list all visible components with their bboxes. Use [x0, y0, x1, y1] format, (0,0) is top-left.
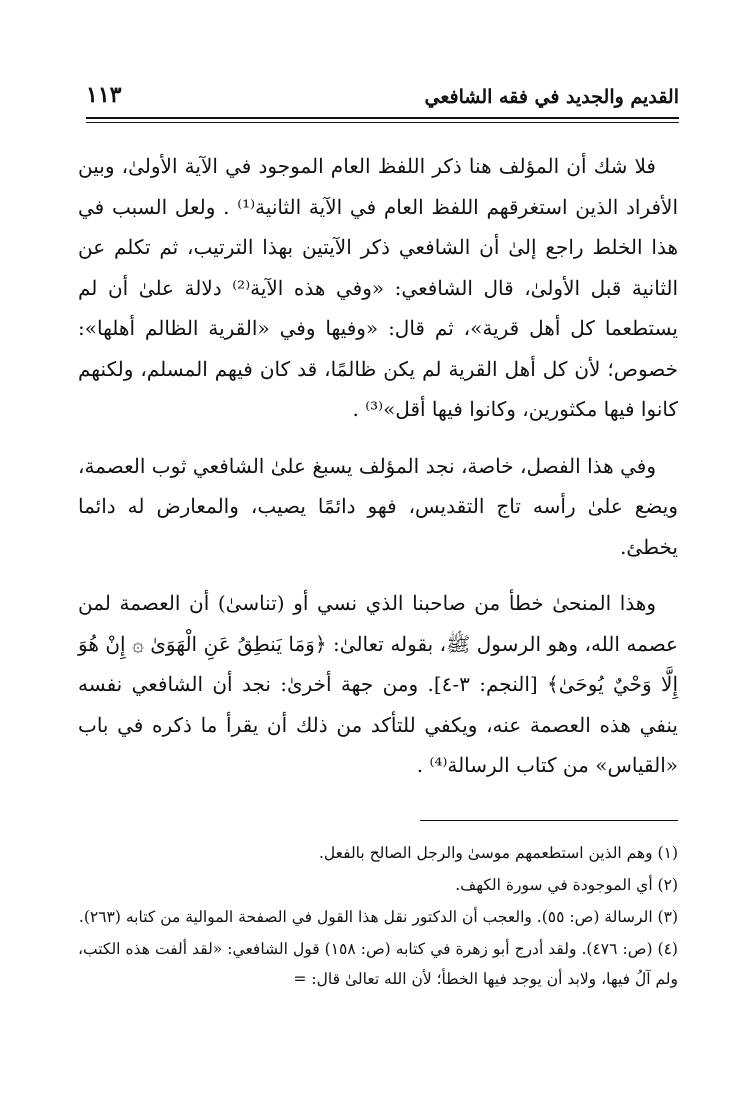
- page-number: ١١٣: [86, 82, 122, 108]
- page-header: [86, 80, 679, 110]
- footnote: (٣) الرسالة (ص: ٥٥). والعجب أن الدكتور نقل هذا القول في الصفحة الموالية من كتابه (٢٦٣).: [78, 908, 678, 926]
- footnote: (٢) أي الموجودة في سورة الكهف.: [455, 876, 678, 894]
- footnote: (١) وهم الذين استطعمهم موسىٰ والرجل الصالح بالفعل.: [318, 844, 678, 862]
- paragraph: وفي هذا الفصل، خاصة، نجد المؤلف يسبغ علىٰ الشافعي ثوب العصمة، ويضع علىٰ رأسه تاج التقديس، فهو دائمًا يصيب، والمعارض له دائما يخطئ.: [78, 453, 678, 559]
- footnotes: [78, 838, 678, 996]
- footnote-separator: [420, 820, 678, 821]
- footnote: (٤) (ص: ٤٧٦). ولقد أدرج أبو زهرة في كتابه (ص: ١٥٨) قول الشافعي: «لقد ألفت هذه الكتب، ولم آلُ فيها، ولابد أن يوجد فيها الخطأ؛ لأن الله تعالىٰ قال: =: [78, 940, 678, 988]
- main-text: [78, 146, 678, 802]
- running-title: القديم والجديد في فقه الشافعي: [424, 86, 679, 108]
- header-rule-thin: [86, 122, 679, 123]
- paragraph: فلا شك أن المؤلف هنا ذكر اللفظ العام الموجود في الآية الأولىٰ، وبين الأفراد الذين استغرقهم اللفظ العام في الآية الثانية⁽¹⁾ . ولعل السبب في هذا الخلط راجع إلىٰ أن الشافعي ذكر الآيتين بهذا الترتيب، ثم تكلم عن الثانية قبل الأولىٰ، قال الشافعي: «وفي هذه الآية⁽²⁾ دلالة علىٰ أن لم يستطعما كل أهل قرية»، ثم قال: «وفيها وفي «القرية الظالم أهلها»: خصوص؛ لأن كل أهل القرية لم يكن ظالمًا، قد كان فيهم المسلم، ولكنهم كانوا فيها مكثورين، وكانوا فيها أقل»⁽³⁾ .: [78, 154, 678, 421]
- header-rule-thick: [86, 117, 679, 119]
- paragraph: وهذا المنحىٰ خطأ من صاحبنا الذي نسي أو (تناسىٰ) أن العصمة لمن عصمه الله، وهو الرسول ﷺ، بقوله تعالىٰ: ﴿وَمَا يَنطِقُ عَنِ الْهَوَىٰ ۞ إِنْ هُوَ إِلَّا وَحْيٌ يُوحَىٰ﴾ [النجم: ٣-٤]. ومن جهة أخرىٰ: نجد أن الشافعي نفسه ينفي هذه العصمة عنه، ويكفي للتأكد من ذلك أن يقرأ ما ذكره في باب «القياس» من كتاب الرسالة⁽⁴⁾ .: [78, 591, 678, 777]
